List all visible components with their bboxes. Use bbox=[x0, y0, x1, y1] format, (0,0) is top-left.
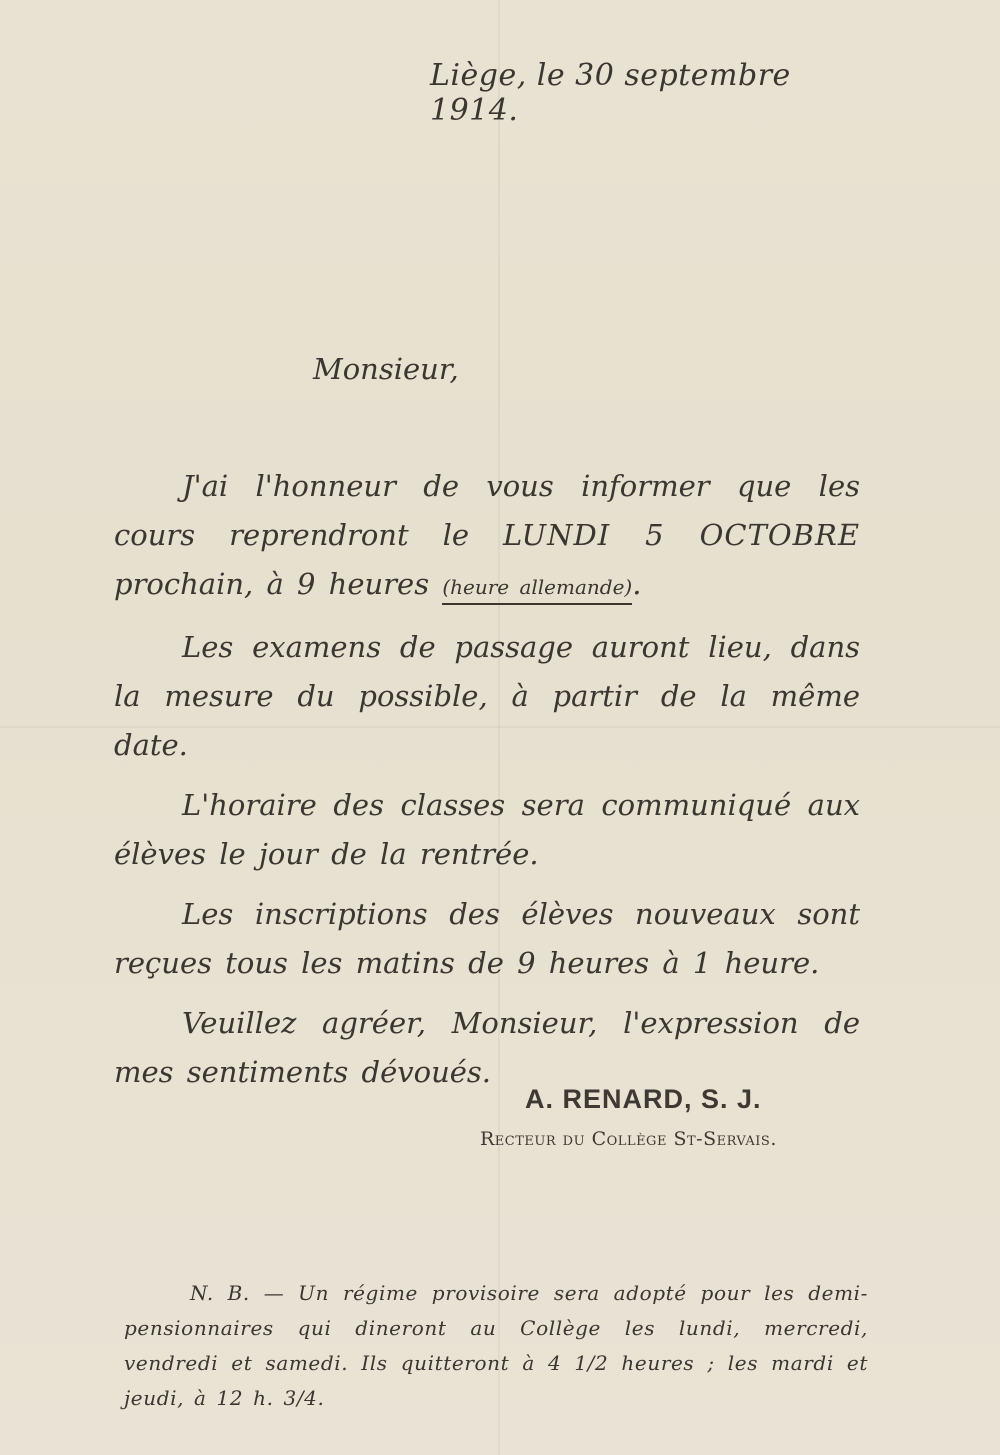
paragraph-exams: Les examens de passage auront lieu, dans la mesure du possible, à partir de la même date. bbox=[114, 630, 860, 762]
paragraph-resumption-text-c: . bbox=[632, 567, 642, 601]
paragraph-resumption bbox=[114, 462, 860, 612]
salutation: Monsieur, bbox=[313, 352, 459, 386]
time-zone-note: (heure allemande) bbox=[442, 575, 632, 605]
letter-date: Liège, le 30 septembre 1914. bbox=[430, 58, 791, 128]
signature-name: A. RENARD, S. J. bbox=[525, 1084, 762, 1114]
paragraph-registrations: Les inscriptions des élèves nouveaux sont reçues tous les matins de 9 heures à 1 heure. bbox=[114, 897, 860, 980]
letter-body bbox=[114, 462, 860, 1108]
resumption-date: LUNDI 5 OCTOBRE bbox=[503, 518, 860, 552]
paragraph-schedule: L'horaire des classes sera communiqué aux élèves le jour de la rentrée. bbox=[114, 788, 860, 871]
paragraph-resumption-text-a: J'ai l'honneur de vous informer que les cours reprendront le bbox=[114, 469, 860, 552]
signer-title: Recteur du Collège St-Servais. bbox=[480, 1128, 777, 1150]
paragraph-closing: Veuillez agréer, Monsieur, l'expression de mes sentiments dévoués. bbox=[114, 1006, 860, 1089]
paragraph-resumption-text-b: prochain, à 9 heures bbox=[114, 567, 443, 601]
nota-bene: N. B. — Un régime provisoire sera adopté pour les demi-pensionnaires qui dineront au Collège les lundi, mercredi, vendredi et samedi. Ils quitteront à 4 1/2 heures ; les mardi et jeudi, à 12 h. 3/4. bbox=[124, 1281, 868, 1410]
